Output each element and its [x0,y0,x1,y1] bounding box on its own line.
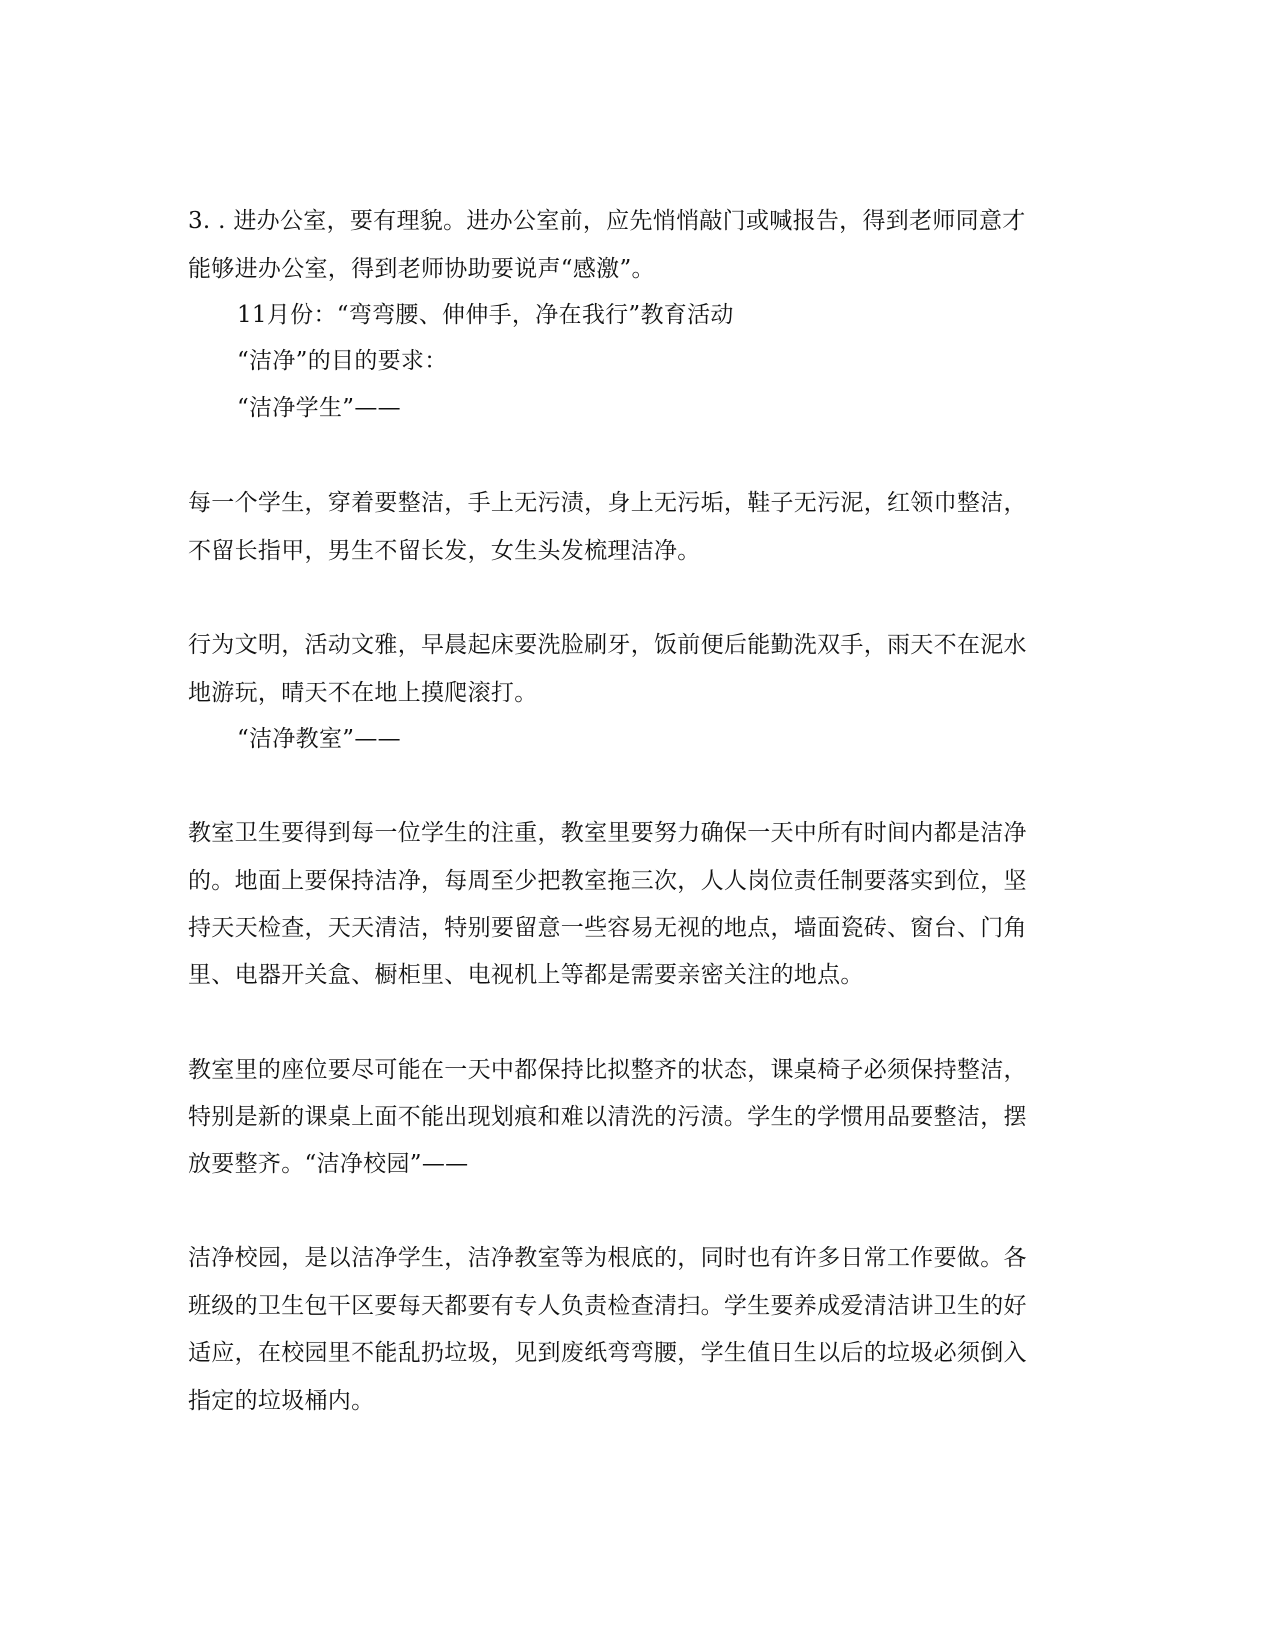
paragraph-behavior-line-2: 地游玩，晴天不在地上摸爬滚打。 [188,680,538,706]
paragraph-office-line-2: 能够进办公室，得到老师协助要说声“感激”。 [188,256,655,282]
paragraph-campus-line-2: 班级的卫生包干区要每天都要有专人负责检查清扫。学生要养成爱清洁讲卫生的好 [188,1293,1027,1319]
paragraph-student-line-2: 不留长指甲，男生不留长发，女生头发梳理洁净。 [188,538,701,564]
paragraph-classroom-line-2: 的。地面上要保持洁净，每周至少把教室拖三次，人人岗位责任制要落实到位，坚 [188,868,1027,894]
paragraph-classroom-line-4: 里、电器开关盒、橱柜里、电视机上等都是需要亲密关注的地点。 [188,962,864,988]
clean-goal-heading: “洁净”的目的要求： [237,348,448,374]
paragraph-campus-line-4: 指定的垃圾桶内。 [188,1388,375,1414]
clean-classroom-heading: “洁净教室”—— [237,726,401,752]
paragraph-seats-line-1: 教室里的座位要尽可能在一天中都保持比拟整齐的状态，课桌椅子必须保持整洁， [188,1057,1027,1083]
paragraph-office-line-1: 3. . 进办公室，要有理貌。进办公室前，应先悄悄敲门或喊报告，得到老师同意才 [188,208,1026,234]
clean-student-heading: “洁净学生”—— [237,395,401,421]
paragraph-campus-line-3: 适应，在校园里不能乱扔垃圾，见到废纸弯弯腰，学生值日生以后的垃圾必须倒入 [188,1340,1027,1366]
paragraph-classroom-line-3: 持天天检查，天天清洁，特别要留意一些容易无视的地点，墙面瓷砖、窗台、门角 [188,915,1027,941]
paragraph-student-line-1: 每一个学生，穿着要整洁，手上无污渍，身上无污垢，鞋子无污泥，红领巾整洁， [188,490,1027,516]
paragraph-campus-line-1: 洁净校园，是以洁净学生，洁净教室等为根底的，同时也有许多日常工作要做。各 [188,1245,1027,1271]
paragraph-classroom-line-1: 教室卫生要得到每一位学生的注重，教室里要努力确保一天中所有时间内都是洁净 [188,820,1027,846]
paragraph-seats-line-3: 放要整齐。“洁净校园”—— [188,1151,469,1177]
paragraph-behavior-line-1: 行为文明，活动文雅，早晨起床要洗脸刷牙，饭前便后能勤洗双手，雨天不在泥水 [188,632,1027,658]
paragraph-seats-line-2: 特别是新的课桌上面不能出现划痕和难以清洗的污渍。学生的学惯用品要整洁，摆 [188,1104,1027,1130]
november-activity-heading: 11月份：“弯弯腰、伸伸手，净在我行”教育活动 [237,302,734,328]
